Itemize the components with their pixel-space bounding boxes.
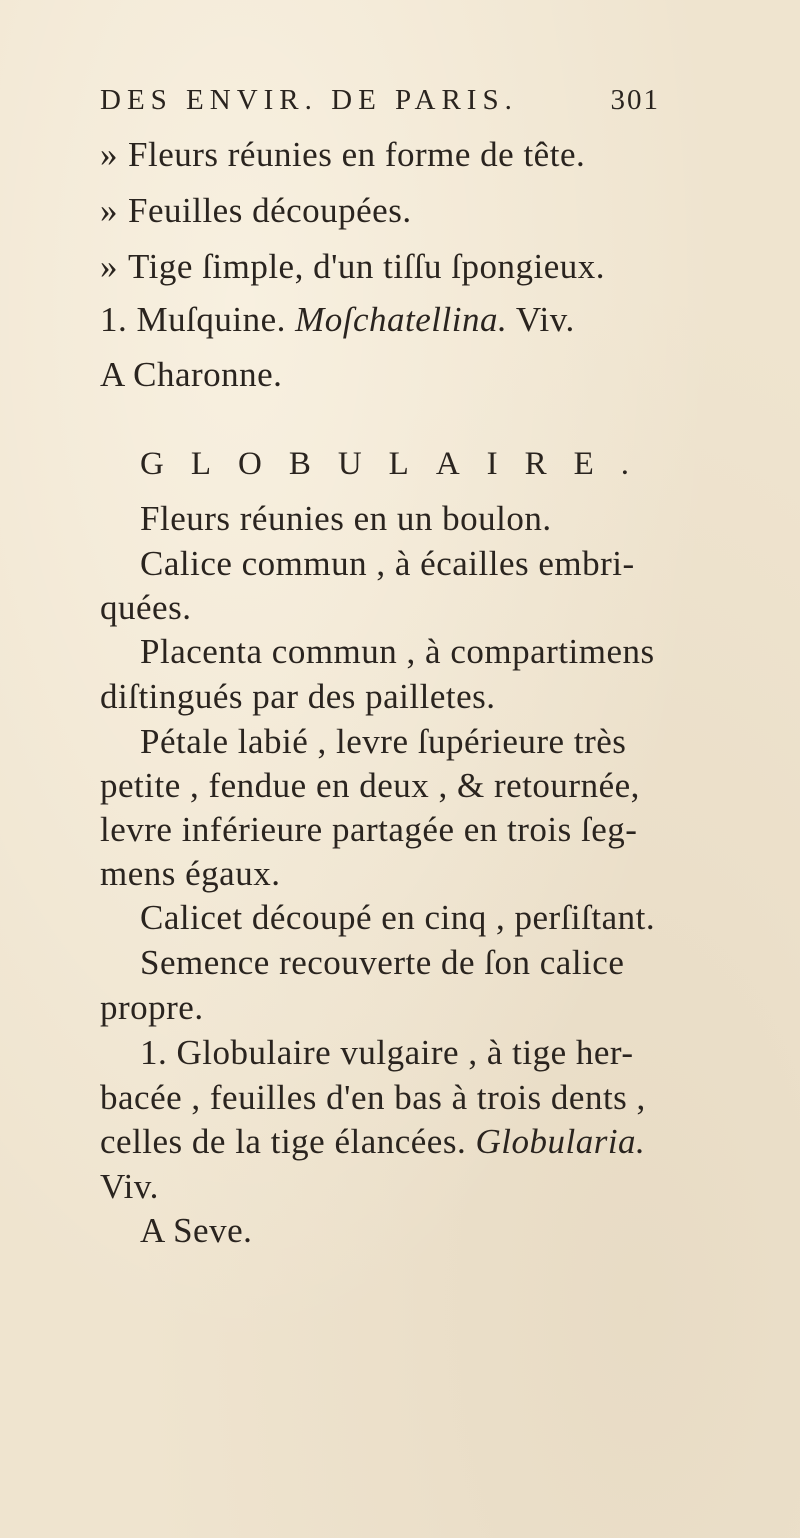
line-text: Feuilles découpées. — [128, 191, 412, 230]
body-line: Placenta commun , à compartimens — [140, 632, 655, 671]
body-line: Calicet découpé en cinq , perſiſtant. — [140, 898, 656, 937]
line-text: Fleurs réunies en forme de tête. — [128, 135, 586, 174]
body-line: quées. — [100, 588, 192, 627]
running-head — [100, 78, 660, 124]
section-heading: GLOBULAIRE. — [140, 446, 657, 482]
text-line — [100, 245, 605, 289]
line-text: Tige ſimple, d'un tiſſu ſpongieux. — [128, 247, 606, 286]
text-line — [100, 133, 585, 177]
species-entry — [100, 1120, 645, 1164]
species-entry — [100, 298, 575, 342]
body-line: levre inférieure partagée en trois ſeg- — [100, 810, 638, 849]
species-latin-name: Globularia. — [475, 1122, 646, 1161]
body-line: Fleurs réunies en un boulon. — [140, 499, 552, 538]
body-line: Pétale labié , levre ſupérieure très — [140, 722, 627, 761]
body-line: 1. Globulaire vulgaire , à tige her- — [140, 1033, 634, 1072]
body-line: propre. — [100, 988, 204, 1027]
running-head-title: DES ENVIR. DE PARIS. — [100, 84, 518, 116]
species-location: A Charonne. — [100, 355, 283, 394]
species-location: A Seve. — [140, 1211, 253, 1250]
body-line: Calice commun , à écailles embri- — [140, 544, 635, 583]
species-name: Muſquine. — [136, 300, 286, 339]
quote-mark: » — [100, 191, 118, 230]
page-number: 301 — [610, 84, 660, 116]
species-status: Viv. — [100, 1167, 159, 1206]
species-latin-name: Moſchatellina. — [295, 300, 508, 339]
body-line: Semence recouverte de ſon calice — [140, 943, 625, 982]
body-line: mens égaux. — [100, 854, 281, 893]
body-line: petite , fendue en deux , & retournée, — [100, 766, 640, 805]
species-number: 1. — [100, 300, 128, 339]
body-line: bacée , feuilles d'en bas à trois dents , — [100, 1078, 646, 1117]
quote-mark: » — [100, 135, 118, 174]
quote-mark: » — [100, 247, 118, 286]
species-status: Viv. — [515, 300, 575, 339]
body-line: diſtingués par des pailletes. — [100, 677, 496, 716]
text-line — [100, 189, 412, 233]
body-line-text: celles de la tige élancées. — [100, 1122, 467, 1161]
